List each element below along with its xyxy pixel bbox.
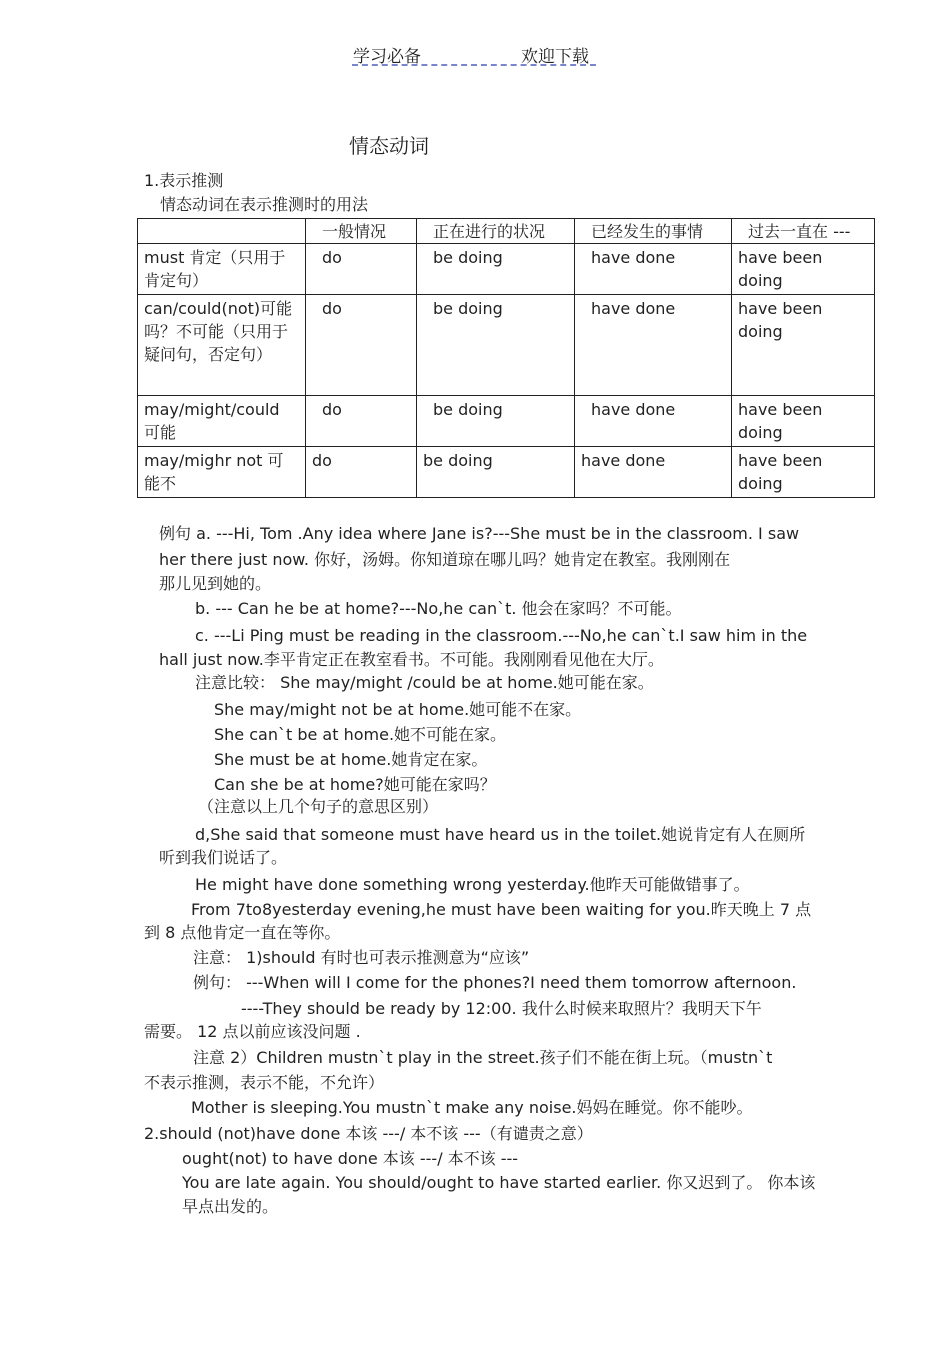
table-cell: do	[306, 244, 417, 295]
text-line: From 7to8yesterday evening,he must have been waiting for you.昨天晚上 7 点	[191, 900, 812, 919]
table-cell: have been doing	[732, 447, 875, 498]
table-cell: have done	[575, 396, 732, 447]
text-line: 需要。 12 点以前应该没问题 .	[144, 1022, 361, 1041]
header-left: 学习必备	[353, 47, 421, 67]
text-line: ----They should be ready by 12:00. 我什么时候来取照片？我明天下午	[241, 999, 762, 1018]
text-line: 不表示推测，表示不能，不允许）	[144, 1073, 385, 1092]
table-row	[138, 396, 875, 447]
text-line: 注意： 1)should 有时也可表示推测意为“应该”	[193, 948, 530, 967]
table-cell: have done	[575, 244, 732, 295]
table-cell: have been doing	[732, 396, 875, 447]
table-row	[138, 295, 875, 396]
text-line: 听到我们说话了。	[159, 848, 288, 867]
text-line: 注意比较： She may/might /could be at home.她可能在家。	[195, 673, 654, 692]
text-line: Can she be at home?她可能在家吗？	[214, 775, 496, 794]
table-row	[138, 244, 875, 295]
text-line: hall just now.李平肯定正在教室看书。不可能。我刚刚看见他在大厅。	[159, 650, 664, 669]
text-line: （注意以上几个句子的意思区别）	[198, 797, 439, 816]
text-line: 2.should (not)have done 本该 ---/ 本不该 ---（有谴责之意）	[144, 1124, 593, 1143]
table-row	[138, 447, 875, 498]
text-line: d,She said that someone must have heard us in the toilet.她说肯定有人在厕所	[195, 825, 806, 844]
text-line: 例句： ---When will I come for the phones?I need them tomorrow afternoon.	[193, 973, 797, 992]
row-label: must 肯定（只用于肯定句）	[138, 244, 306, 295]
page-title: 情态动词	[349, 134, 429, 158]
table-cell: do	[306, 396, 417, 447]
table-cell: have been doing	[732, 295, 875, 396]
table-cell: be doing	[417, 244, 575, 295]
text-line: Mother is sleeping.You mustn`t make any noise.妈妈在睡觉。你不能吵。	[191, 1098, 753, 1117]
header-underline	[352, 64, 596, 66]
row-label: may/might/could 可能	[138, 396, 306, 447]
section-subheading: 情态动词在表示推测时的用法	[160, 195, 369, 214]
section-heading: 1.表示推测	[144, 171, 224, 190]
text-line: 到 8 点他肯定一直在等你。	[144, 923, 341, 942]
table-header-cell: 一般情况	[306, 219, 417, 244]
table-cell: have done	[575, 447, 732, 498]
header-right: 欢迎下载	[521, 47, 589, 67]
table-header-cell	[138, 219, 306, 244]
text-line: b. --- Can he be at home?---No,he can`t. 他会在家吗？不可能。	[195, 599, 682, 618]
text-line: her there just now. 你好，汤姆。你知道琼在哪儿吗？她肯定在教室。我刚刚在	[159, 550, 731, 569]
text-line: ought(not) to have done 本该 ---/ 本不该 ---	[182, 1149, 519, 1168]
table-header-cell: 过去一直在 ---	[732, 219, 875, 244]
text-line: She can`t be at home.她不可能在家。	[214, 725, 507, 744]
table-header-row	[138, 219, 875, 244]
text-line: c. ---Li Ping must be reading in the classroom.---No,he can`t.I saw him in the	[195, 626, 808, 645]
table-cell: be doing	[417, 396, 575, 447]
row-label: can/could(not)可能吗？不可能（只用于疑问句，否定句）	[138, 295, 306, 396]
text-line: She must be at home.她肯定在家。	[214, 750, 488, 769]
text-line: He might have done something wrong yesterday.他昨天可能做错事了。	[195, 875, 750, 894]
text-line: She may/might not be at home.她可能不在家。	[214, 700, 582, 719]
table-cell: be doing	[417, 295, 575, 396]
table-cell: be doing	[417, 447, 575, 498]
text-line: 早点出发的。	[182, 1197, 279, 1216]
text-line: You are late again. You should/ought to have started earlier. 你又迟到了。 你本该	[182, 1173, 816, 1192]
table-header-cell: 已经发生的事情	[575, 219, 732, 244]
table-header-cell: 正在进行的状况	[417, 219, 575, 244]
text-line: 那儿见到她的。	[159, 574, 272, 593]
text-line: 注意 2）Children mustn`t play in the street.孩子们不能在街上玩。（mustn`t	[193, 1048, 773, 1067]
table-cell: do	[306, 447, 417, 498]
table-cell: do	[306, 295, 417, 396]
table-cell: have been doing	[732, 244, 875, 295]
usage-table	[137, 218, 875, 498]
table-cell: have done	[575, 295, 732, 396]
text-line: 例句 a. ---Hi, Tom .Any idea where Jane is?---She must be in the classroom. I saw	[159, 524, 800, 543]
row-label: may/mighr not 可能不	[138, 447, 306, 498]
